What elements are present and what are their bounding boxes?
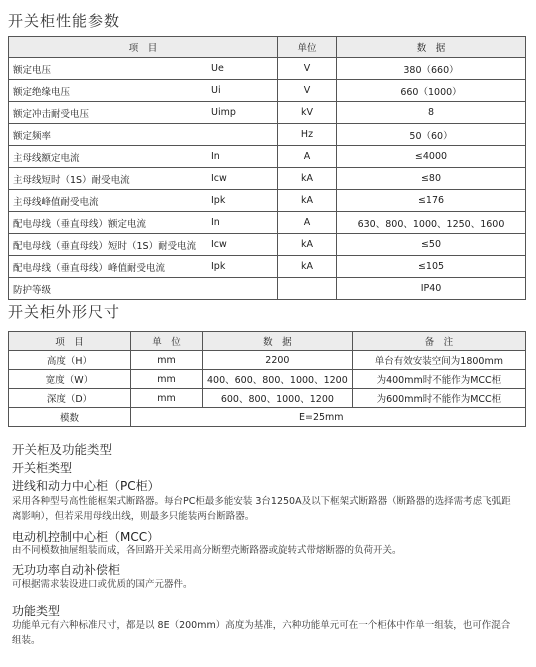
param-symbol: Uimp <box>207 102 278 124</box>
table-row <box>9 256 526 278</box>
dimensions-table-header <box>9 332 526 351</box>
param-unit: A <box>278 146 337 168</box>
param-symbol: Ipk <box>207 190 278 212</box>
section-title-performance: 开关柜性能参数 <box>8 12 121 30</box>
param-symbol: Ue <box>207 58 278 80</box>
param-symbol: Ui <box>207 80 278 102</box>
dim-unit: mm <box>131 370 203 389</box>
header-data: 数 据 <box>203 332 353 351</box>
dim-item: 深度（D） <box>9 389 131 408</box>
param-value: 660（1000） <box>337 80 526 102</box>
table-row <box>9 234 526 256</box>
pc-title: 进线和动力中心柜（PC柜） <box>12 479 160 493</box>
dim-data: 400、600、800、1000、1200 <box>203 370 353 389</box>
dimensions-table <box>8 331 526 427</box>
param-unit: Hz <box>278 124 337 146</box>
param-value: 8 <box>337 102 526 124</box>
header-data: 数 据 <box>337 37 526 58</box>
param-value: ≤50 <box>337 234 526 256</box>
table-row <box>9 408 526 427</box>
section-title-types: 开关柜及功能类型 <box>12 442 113 457</box>
table-row <box>9 102 526 124</box>
header-unit: 单 位 <box>131 332 203 351</box>
table-row <box>9 168 526 190</box>
function-types-title: 功能类型 <box>12 604 61 618</box>
subtitle-cabinet-types: 开关柜类型 <box>12 461 73 475</box>
param-unit: V <box>278 58 337 80</box>
dim-note: 单台有效安装空间为1800mm <box>352 351 525 370</box>
param-value: 50（60） <box>337 124 526 146</box>
param-name: 额定电压 <box>9 58 208 80</box>
mcc-text: 由不同模数抽屉组装而成，各回路开关采用高分断塑壳断路器或旋转式带熔断器的负荷开关。 <box>12 545 402 556</box>
param-value: ≤176 <box>337 190 526 212</box>
param-value: ≤80 <box>337 168 526 190</box>
table-row <box>9 278 526 300</box>
header-unit: 单位 <box>278 37 337 58</box>
dim-note: 为400mm时不能作为MCC柜 <box>352 370 525 389</box>
dim-unit: mm <box>131 351 203 370</box>
param-name: 配电母线（垂直母线）额定电流 <box>9 212 208 234</box>
dim-item: 宽度（W） <box>9 370 131 389</box>
compensation-title: 无功功率自动补偿柜 <box>12 563 121 577</box>
dim-data: 600、800、1000、1200 <box>203 389 353 408</box>
param-value: 380（660） <box>337 58 526 80</box>
performance-table-header <box>9 37 526 58</box>
param-value: IP40 <box>337 278 526 300</box>
table-row <box>9 58 526 80</box>
param-name: 主母线额定电流 <box>9 146 208 168</box>
table-row <box>9 124 526 146</box>
dim-note: 为600mm时不能作为MCC柜 <box>352 389 525 408</box>
param-symbol: Icw <box>207 234 278 256</box>
table-row <box>9 146 526 168</box>
param-unit: kA <box>278 256 337 278</box>
header-item: 项 目 <box>9 37 278 58</box>
table-row <box>9 370 526 389</box>
param-unit: kV <box>278 102 337 124</box>
performance-table <box>8 36 526 300</box>
section-title-dimensions: 开关柜外形尺寸 <box>8 303 121 321</box>
param-symbol: Icw <box>207 168 278 190</box>
compensation-text: 可根据需求装设进口或优质的国产元器件。 <box>12 579 193 590</box>
param-value: ≤4000 <box>337 146 526 168</box>
param-symbol: In <box>207 146 278 168</box>
param-name: 额定冲击耐受电压 <box>9 102 208 124</box>
param-value: 630、800、1000、1250、1600 <box>337 212 526 234</box>
param-unit: A <box>278 212 337 234</box>
table-row <box>9 351 526 370</box>
param-symbol <box>207 124 278 146</box>
dim-data: 2200 <box>203 351 353 370</box>
dim-item: 模数 <box>9 408 131 427</box>
pc-text: 采用各种型号高性能框架式断路器。每台PC柜最多能安装 3台1250A及以下框架式断路器（断路器的选择需考虑飞弧距离影响），但若采用母线出线，则最多只能装两台断路器。 <box>12 496 511 522</box>
param-name: 额定绝缘电压 <box>9 80 208 102</box>
header-note: 备 注 <box>352 332 525 351</box>
mcc-title: 电动机控制中心柜（MCC） <box>12 530 160 544</box>
param-unit: kA <box>278 190 337 212</box>
param-name: 主母线峰值耐受电流 <box>9 190 208 212</box>
param-unit: kA <box>278 168 337 190</box>
header-item: 项 目 <box>9 332 131 351</box>
dim-item: 高度（H） <box>9 351 131 370</box>
function-types-text: 功能单元有六种标准尺寸，都是以 8E（200mm）高度为基准，六种功能单元可在一个柜体中作单一组装，也可作混合组装。 <box>12 620 511 646</box>
table-row <box>9 212 526 234</box>
param-unit <box>278 278 337 300</box>
param-symbol <box>207 278 278 300</box>
param-value: ≤105 <box>337 256 526 278</box>
param-name: 额定频率 <box>9 124 208 146</box>
table-row <box>9 190 526 212</box>
param-unit: kA <box>278 234 337 256</box>
param-unit: V <box>278 80 337 102</box>
param-name: 配电母线（垂直母线）峰值耐受电流 <box>9 256 208 278</box>
param-name: 配电母线（垂直母线）短时（1S）耐受电流 <box>9 234 208 256</box>
param-name: 防护等级 <box>9 278 208 300</box>
table-row <box>9 389 526 408</box>
dim-data: E=25mm <box>131 408 526 427</box>
param-symbol: Ipk <box>207 256 278 278</box>
param-symbol: In <box>207 212 278 234</box>
dim-unit: mm <box>131 389 203 408</box>
table-row <box>9 80 526 102</box>
param-name: 主母线短时（1S）耐受电流 <box>9 168 208 190</box>
